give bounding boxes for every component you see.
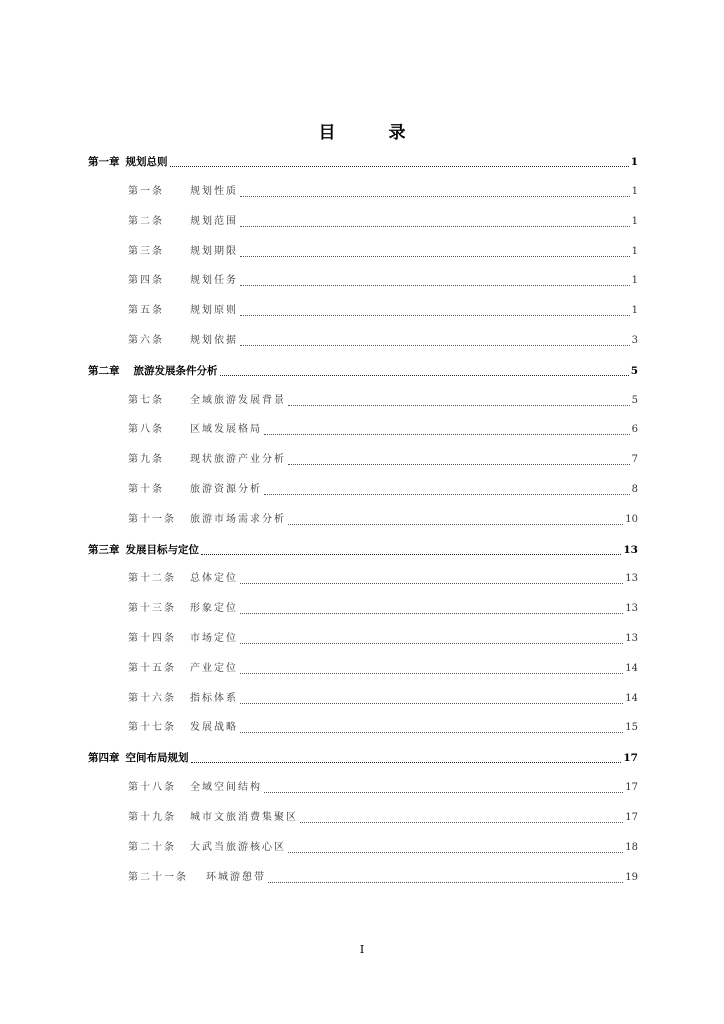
article-number: 第六条 [128, 335, 164, 346]
page-number: 15 [625, 722, 638, 733]
chapter-number: 第四章 [88, 752, 120, 764]
toc-article-2[interactable] [128, 214, 638, 230]
page-number: 1 [631, 246, 638, 257]
toc-article-10[interactable] [128, 482, 638, 498]
toc-article-19[interactable] [128, 810, 638, 826]
page-number: 8 [631, 484, 638, 495]
article-title: 规划范围 [190, 216, 238, 227]
page-number: 1 [631, 216, 638, 227]
toc-article-16[interactable] [128, 691, 638, 707]
chapter-title: 空间布局规划 [125, 752, 189, 764]
article-number: 第五条 [128, 305, 164, 316]
article-number: 第十条 [128, 484, 164, 495]
toc-article-3[interactable] [128, 244, 638, 260]
article-number: 第十四条 [128, 633, 176, 644]
article-title: 规划任务 [190, 275, 238, 286]
page-number: 5 [631, 395, 638, 406]
page-number: 1 [631, 275, 638, 286]
article-title: 发展战略 [190, 722, 238, 733]
page-number: 10 [625, 514, 638, 525]
page-number: 1 [631, 186, 638, 197]
article-number: 第十二条 [128, 573, 176, 584]
article-title: 现状旅游产业分析 [190, 454, 286, 465]
dot-leader [240, 216, 630, 227]
dot-leader [300, 812, 623, 823]
article-title: 环城游憩带 [206, 872, 266, 883]
toc-article-6[interactable] [128, 333, 638, 349]
page-number: 3 [631, 335, 638, 346]
page-number: 17 [623, 752, 638, 764]
chapter-title: 规划总则 [125, 156, 168, 168]
dot-leader [240, 573, 623, 584]
page-number: 5 [630, 365, 638, 377]
page-footer-number: I [359, 943, 365, 956]
article-number: 第二十条 [128, 842, 176, 853]
article-title: 规划依据 [190, 335, 238, 346]
page-number: 18 [625, 842, 638, 853]
page-number: 13 [625, 633, 638, 644]
toc-article-14[interactable] [128, 631, 638, 647]
toc-article-11[interactable] [128, 512, 638, 528]
article-title: 全域空间结构 [190, 782, 262, 793]
toc-article-12[interactable] [128, 571, 638, 587]
dot-leader [268, 872, 623, 883]
article-number: 第十八条 [128, 782, 176, 793]
toc-article-9[interactable] [128, 452, 638, 468]
page-number: 6 [631, 424, 638, 435]
page-number: 1 [630, 156, 638, 168]
toc-article-17[interactable] [128, 720, 638, 736]
toc-article-1[interactable] [128, 184, 638, 200]
dot-leader [264, 782, 623, 793]
article-number: 第三条 [128, 246, 164, 257]
article-number: 第十五条 [128, 663, 176, 674]
page-number: 17 [625, 782, 638, 793]
page-number: 13 [623, 544, 638, 556]
toc-article-7[interactable] [128, 393, 638, 409]
article-number: 第二十一条 [128, 872, 188, 883]
toc-title: 目 录 [318, 123, 424, 143]
toc-article-13[interactable] [128, 601, 638, 617]
toc-article-20[interactable] [128, 840, 638, 856]
article-title: 产业定位 [190, 663, 238, 674]
dot-leader [240, 246, 630, 257]
toc-article-4[interactable] [128, 273, 638, 289]
article-title: 旅游市场需求分析 [190, 514, 286, 525]
dot-leader [240, 335, 630, 346]
article-number: 第十三条 [128, 603, 176, 614]
article-number: 第四条 [128, 275, 164, 286]
article-number: 第十七条 [128, 722, 176, 733]
toc-article-8[interactable] [128, 422, 638, 438]
page-number: 19 [625, 872, 638, 883]
toc-article-18[interactable] [128, 780, 638, 796]
article-number: 第二条 [128, 216, 164, 227]
dot-leader [240, 186, 630, 197]
article-title: 全域旅游发展背景 [190, 395, 286, 406]
dot-leader [240, 722, 623, 733]
article-title: 形象定位 [190, 603, 238, 614]
chapter-number: 第二章 [88, 365, 120, 377]
chapter-title: 旅游发展条件分析 [133, 365, 218, 377]
toc-chapter-3[interactable] [88, 542, 638, 558]
dot-leader [201, 544, 621, 555]
dot-leader [220, 365, 629, 376]
article-title: 规划原则 [190, 305, 238, 316]
page-number: 17 [625, 812, 638, 823]
chapter-number: 第一章 [88, 156, 120, 168]
dot-leader [191, 752, 622, 763]
dot-leader [288, 395, 630, 406]
article-number: 第一条 [128, 186, 164, 197]
dot-leader [288, 514, 623, 525]
dot-leader [240, 603, 623, 614]
article-number: 第七条 [128, 395, 164, 406]
article-title: 总体定位 [190, 573, 238, 584]
toc-article-15[interactable] [128, 661, 638, 677]
dot-leader [240, 275, 630, 286]
toc-article-5[interactable] [128, 303, 638, 319]
article-title: 规划期限 [190, 246, 238, 257]
dot-leader [240, 305, 630, 316]
dot-leader [264, 424, 630, 435]
dot-leader [240, 633, 623, 644]
article-title: 旅游资源分析 [190, 484, 262, 495]
dot-leader [240, 663, 623, 674]
dot-leader [288, 842, 623, 853]
article-title: 区域发展格局 [190, 424, 262, 435]
dot-leader [240, 693, 623, 704]
page-number: 13 [625, 573, 638, 584]
chapter-title: 发展目标与定位 [125, 544, 199, 556]
article-title: 大武当旅游核心区 [190, 842, 286, 853]
dot-leader [170, 156, 629, 167]
page-number: 14 [625, 693, 638, 704]
article-number: 第十六条 [128, 693, 176, 704]
dot-leader [264, 484, 630, 495]
page-number: 14 [625, 663, 638, 674]
chapter-number: 第三章 [88, 544, 120, 556]
page-number: 1 [631, 305, 638, 316]
page-number: 7 [631, 454, 638, 465]
toc-chapter-4[interactable] [88, 750, 638, 766]
article-title: 指标体系 [190, 693, 238, 704]
article-number: 第八条 [128, 424, 164, 435]
article-title: 城市文旅消费集聚区 [190, 812, 298, 823]
toc-chapter-1[interactable] [88, 154, 638, 170]
article-number: 第十一条 [128, 514, 176, 525]
toc-article-21[interactable] [128, 870, 638, 886]
article-title: 市场定位 [190, 633, 238, 644]
article-title: 规划性质 [190, 186, 238, 197]
article-number: 第九条 [128, 454, 164, 465]
toc-chapter-2[interactable] [88, 363, 638, 379]
dot-leader [288, 454, 630, 465]
page-number: 13 [625, 603, 638, 614]
article-number: 第十九条 [128, 812, 176, 823]
